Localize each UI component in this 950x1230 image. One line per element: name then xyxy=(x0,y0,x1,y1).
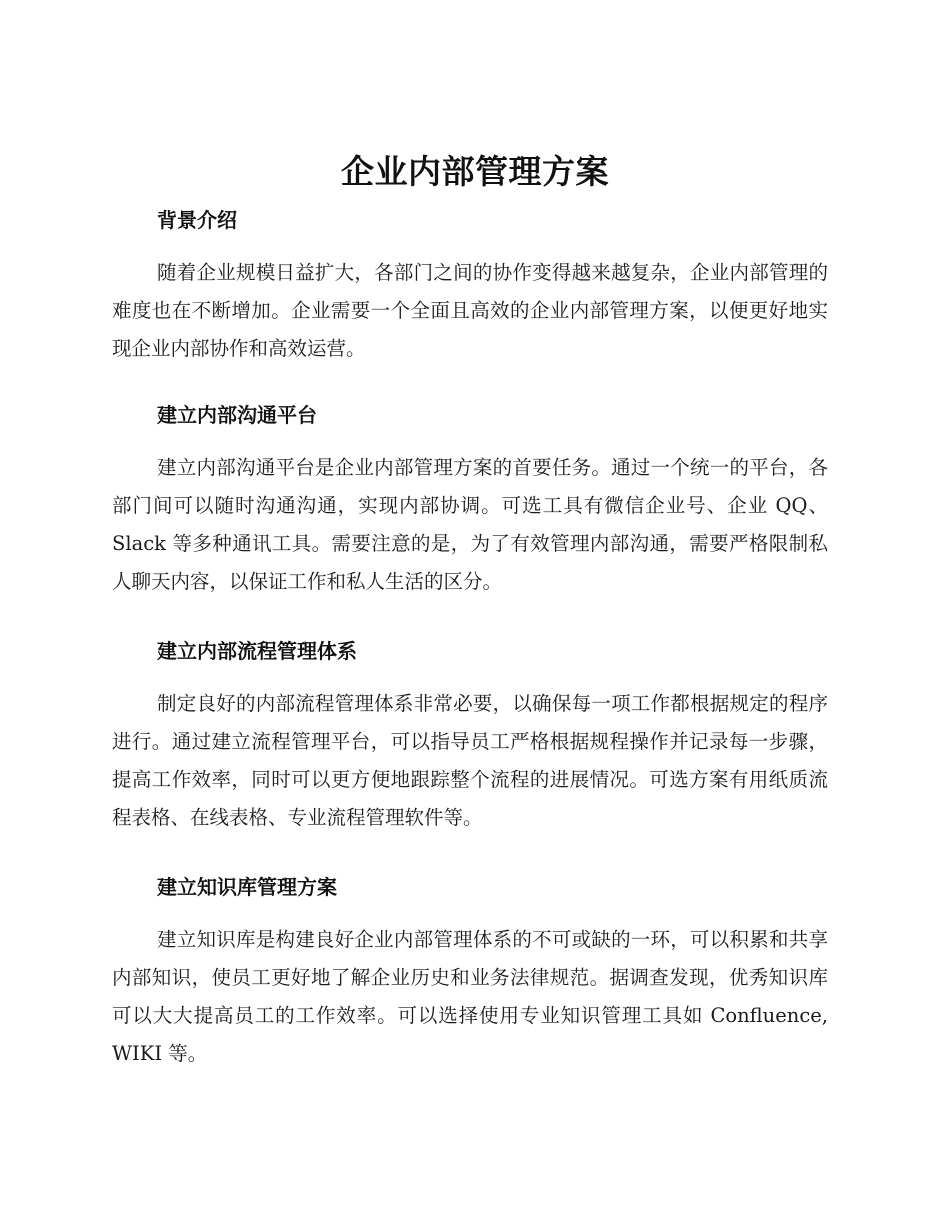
section-body-knowledge-base: 建立知识库是构建良好企业内部管理体系的不可或缺的一环，可以积累和共享内部知识，使员工更好地了解企业历史和业务法律规范。据调查发现，优秀知识库可以大大提高员工的工作效率。可以选择使用专业知识管理工具如 Confluence, WIKI 等。 xyxy=(112,928,828,1065)
section-body-background: 随着企业规模日益扩大，各部门之间的协作变得越来越复杂，企业内部管理的难度也在不断增加。企业需要一个全面且高效的企业内部管理方案，以便更好地实现企业内部协作和高效运营。 xyxy=(112,261,828,360)
section-heading-process-management: 建立内部流程管理体系 xyxy=(157,639,357,663)
section-heading-communication-platform: 建立内部沟通平台 xyxy=(157,403,317,427)
section-body-process-management: 制定良好的内部流程管理体系非常必要，以确保每一项工作都根据规定的程序进行。通过建立流程管理平台，可以指导员工严格根据规程操作并记录每一步骤，提高工作效率，同时可以更方便地跟踪整个流程的进展情况。可选方案有用纸质流程表格、在线表格、专业流程管理软件等。 xyxy=(112,692,828,829)
section-body-communication-platform: 建立内部沟通平台是企业内部管理方案的首要任务。通过一个统一的平台，各部门间可以随时沟通沟通，实现内部协调。可选工具有微信企业号、企业 QQ、Slack 等多种通讯工具。需要注意的是，为了有效管理内部沟通，需要严格限制私人聊天内容，以保证工作和私人生活的区分。 xyxy=(112,456,828,593)
document-title: 企业内部管理方案 xyxy=(341,152,609,191)
section-heading-knowledge-base: 建立知识库管理方案 xyxy=(157,875,337,899)
section-heading-background: 背景介绍 xyxy=(157,208,237,232)
